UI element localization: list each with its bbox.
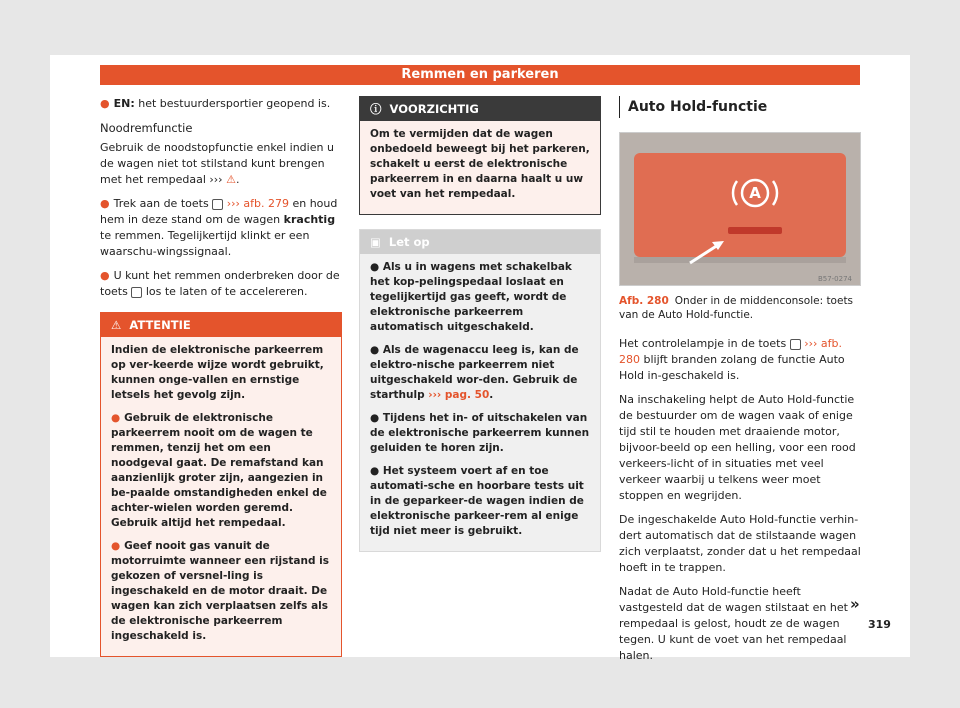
warning-bullet-1 bbox=[111, 411, 331, 531]
page-number: 319 bbox=[868, 618, 891, 631]
section-title: Auto Hold-functie bbox=[619, 96, 861, 118]
bullet1-text-c: te remmen. Tegelijkertijd klinkt er een waarschu-wingssignaal. bbox=[100, 229, 310, 258]
caution-body bbox=[360, 121, 600, 214]
note-bullet-1 bbox=[370, 260, 590, 335]
console-illustration bbox=[620, 133, 860, 285]
note-bullet-1-text: Als u in wagens met schakelbak het kop-pelingspedaal loslaat en tegelijkertijd gas geeft, wordt de elektronische parkeerrem automatisch uitgeschakeld. bbox=[370, 261, 572, 333]
next-page-arrow-icon[interactable]: » bbox=[850, 595, 860, 613]
warning-bullet-2 bbox=[111, 539, 331, 644]
figure-link[interactable]: ››› afb. 279 bbox=[226, 197, 289, 210]
warning-header bbox=[101, 313, 341, 337]
warning-paragraph: Indien de elektronische parkeerrem op ver-keerde wijze wordt gebruikt, kunnen onge-vallen en ernstige letsels het gevolg zijn. bbox=[111, 344, 324, 401]
warning-triangle-icon: ⚠ bbox=[111, 318, 122, 332]
column-1 bbox=[100, 96, 342, 657]
note-bullet-2 bbox=[370, 343, 590, 403]
figure-link[interactable]: ››› afb. 280 bbox=[619, 337, 842, 366]
bullet1-bold: krachtig bbox=[283, 213, 336, 226]
note-box bbox=[359, 229, 601, 552]
bullet-2 bbox=[100, 268, 342, 300]
warning-title: ATTENTIE bbox=[129, 318, 191, 332]
bullet-icon: ● bbox=[370, 412, 383, 424]
en-text: het bestuurdersportier geopend is. bbox=[138, 97, 331, 110]
note-title: Let op bbox=[388, 235, 430, 249]
bullet-icon: ● bbox=[100, 269, 110, 282]
bullet-icon: ● bbox=[100, 197, 110, 210]
auto-hold-symbol: A bbox=[749, 184, 761, 202]
caution-text: Om te vermijden dat de wagen onbedoeld beweegt bij het parkeren, schakelt u eerst de elektronische parkeerrem in en daarna haalt u uw voet van het rempedaal. bbox=[370, 128, 590, 200]
en-label: EN: bbox=[113, 97, 135, 110]
note-bullet-4 bbox=[370, 464, 590, 539]
note-bullet-4-text: Het systeem voert af en toe automati-sche en hoorbare tests uit in de geparkeer-de wagen indien de elektronische parkeer-rem al enige tijd niet meer is gebruikt. bbox=[370, 465, 584, 537]
caution-header bbox=[360, 97, 600, 121]
parking-brake-key-icon bbox=[131, 287, 142, 298]
page-link[interactable]: ››› pag. 50 bbox=[428, 389, 490, 401]
en-line bbox=[100, 96, 342, 112]
p1-text-b: blijft branden zolang de functie Auto Hold in-geschakeld is. bbox=[619, 353, 845, 382]
column-2 bbox=[359, 96, 601, 552]
paragraph-3: De ingeschakelde Auto Hold-functie verhin-dert automatisch dat de stilstaande wagen zich verplaatst, zonder dat u het rempedaal hoeft in te trappen. bbox=[619, 513, 861, 574]
note-bullet-3-text: Tijdens het in- of uitschakelen van de elektronische parkeerrem kunnen geluiden te horen zijn. bbox=[370, 412, 590, 454]
caption-text: Onder in de middenconsole: toets van de Auto Hold-functie. bbox=[619, 295, 854, 321]
section-heading: Noodremfunctie bbox=[100, 121, 193, 135]
figure-caption bbox=[619, 294, 861, 322]
column-3 bbox=[619, 96, 861, 672]
warning-bullet-1-text: Gebruik de elektronische parkeerrem nooit om de wagen te remmen, tenzij het om een noodgeval gaat. De remafstand kan aanzienlijk groter zijn, aangezien in be-paalde omstandigheden enkel de achter-wielen worden geremd. Gebruik altijd het rempedaal. bbox=[111, 412, 327, 529]
caption-label: Afb. 280 bbox=[619, 295, 669, 307]
auto-hold-figure bbox=[619, 132, 861, 286]
info-circle-icon: ⓘ bbox=[370, 102, 382, 116]
intro-text: Gebruik de noodstopfunctie enkel indien u de wagen niet tot stilstand kunt brengen met het rempedaal bbox=[100, 141, 334, 186]
note-bullet-2-text: Als de wagenaccu leeg is, kan de elektro-nische parkeerrem niet uitgeschakeld wor-den. Gebruik de starthulp bbox=[370, 344, 579, 401]
bullet-icon: ● bbox=[370, 261, 383, 273]
note-bullet-2-end: . bbox=[489, 389, 494, 401]
p1-text-a: Het controlelampje in de toets bbox=[619, 337, 787, 350]
bullet-icon: ● bbox=[370, 465, 383, 477]
bullet-icon: ● bbox=[111, 540, 121, 552]
warning-box bbox=[100, 312, 342, 657]
bullet-icon: ● bbox=[370, 344, 383, 356]
bullet1-text-b: en houd hem in deze stand om de wagen bbox=[100, 197, 338, 226]
note-bullet-3 bbox=[370, 411, 590, 456]
bullet-1 bbox=[100, 196, 342, 260]
bullet2-text-a: U kunt het remmen onderbreken door de toets bbox=[100, 269, 340, 298]
note-body bbox=[360, 254, 600, 551]
warning-triangle-icon: ⚠ bbox=[226, 173, 236, 186]
warning-body bbox=[101, 337, 341, 656]
bullet-icon: ● bbox=[111, 412, 121, 424]
bullet-icon: ● bbox=[100, 97, 110, 110]
figure-code: B57-0274 bbox=[817, 275, 852, 283]
warning-bullet-2-text: Geef nooit gas vanuit de motorruimte wanneer een rijstand is gekozen of versnel-ling is ingeschakeld en de motor draait. De wagen kan zich verplaatsen zelfs als de elektronische parkeerrem ingeschakeld is. bbox=[111, 540, 329, 642]
bullet2-text-b: los te laten of te accelereren. bbox=[145, 285, 308, 298]
intro-paragraph: Gebruik de noodstopfunctie enkel indien u de wagen niet tot stilstand kunt brengen met het rempedaal ››› ⚠. bbox=[100, 141, 334, 186]
paragraph-1 bbox=[619, 336, 861, 384]
auto-hold-key-icon bbox=[790, 339, 801, 350]
bullet1-text-a: Trek aan de toets bbox=[113, 197, 209, 210]
paragraph-4: Nadat de Auto Hold-functie heeft vastgesteld dat de wagen stilstaat en het rempedaal is gelost, houdt ze de wagen tegen. U kunt de voet van het rempedaal halen. bbox=[619, 585, 848, 662]
caution-box bbox=[359, 96, 601, 215]
page-header: Remmen en parkeren bbox=[100, 65, 860, 85]
caution-title: VOORZICHTIG bbox=[389, 102, 479, 116]
intro-ref: ››› bbox=[209, 173, 223, 186]
note-icon: ▣ bbox=[370, 235, 381, 249]
paragraph-2: Na inschakeling helpt de Auto Hold-functie de bestuurder om de wagen vaak of enige tijd stil te houden met draaiende motor, bijvoor-beeld op een helling, voor een rood verkeers-licht of in situaties met veel verkeer waarbij u telkens weer moet stoppen en wegrijden. bbox=[619, 393, 856, 502]
parking-brake-key-icon bbox=[212, 199, 223, 210]
note-header bbox=[360, 230, 600, 254]
